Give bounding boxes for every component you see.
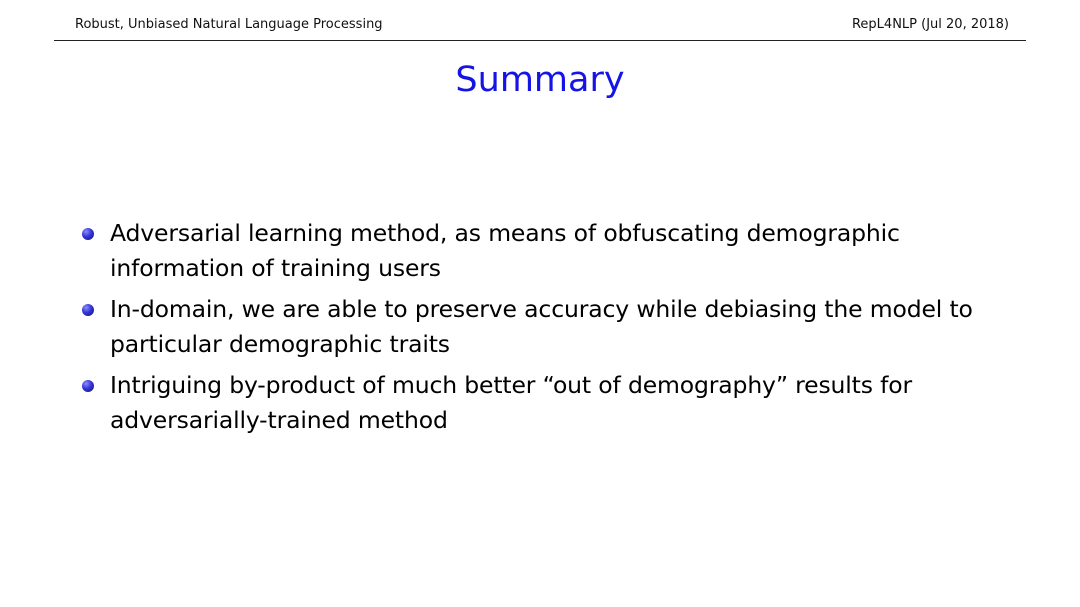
presentation-title: Robust, Unbiased Natural Language Processing xyxy=(75,17,383,32)
venue-date: RepL4NLP (Jul 20, 2018) xyxy=(851,17,1009,32)
bullet-sphere-icon xyxy=(82,228,94,240)
bullet-text: In-domain, we are able to preserve accuracy while debiasing the model to particular demographic traits xyxy=(110,295,973,358)
bullet-sphere-icon xyxy=(82,380,94,392)
bullet-text: Intriguing by-product of much better “out of demography” results for adversarially-trained method xyxy=(110,371,913,434)
bullet-list xyxy=(80,216,1040,444)
bullet-item xyxy=(80,368,1040,438)
slide-header xyxy=(75,15,1009,37)
bullet-sphere-icon xyxy=(82,304,94,316)
bullet-item xyxy=(80,216,1040,286)
slide-title: Summary xyxy=(455,60,625,100)
header-divider xyxy=(54,40,1026,41)
bullet-item xyxy=(80,292,1040,362)
bullet-text: Adversarial learning method, as means of obfuscating demographic information of training users xyxy=(110,219,900,282)
